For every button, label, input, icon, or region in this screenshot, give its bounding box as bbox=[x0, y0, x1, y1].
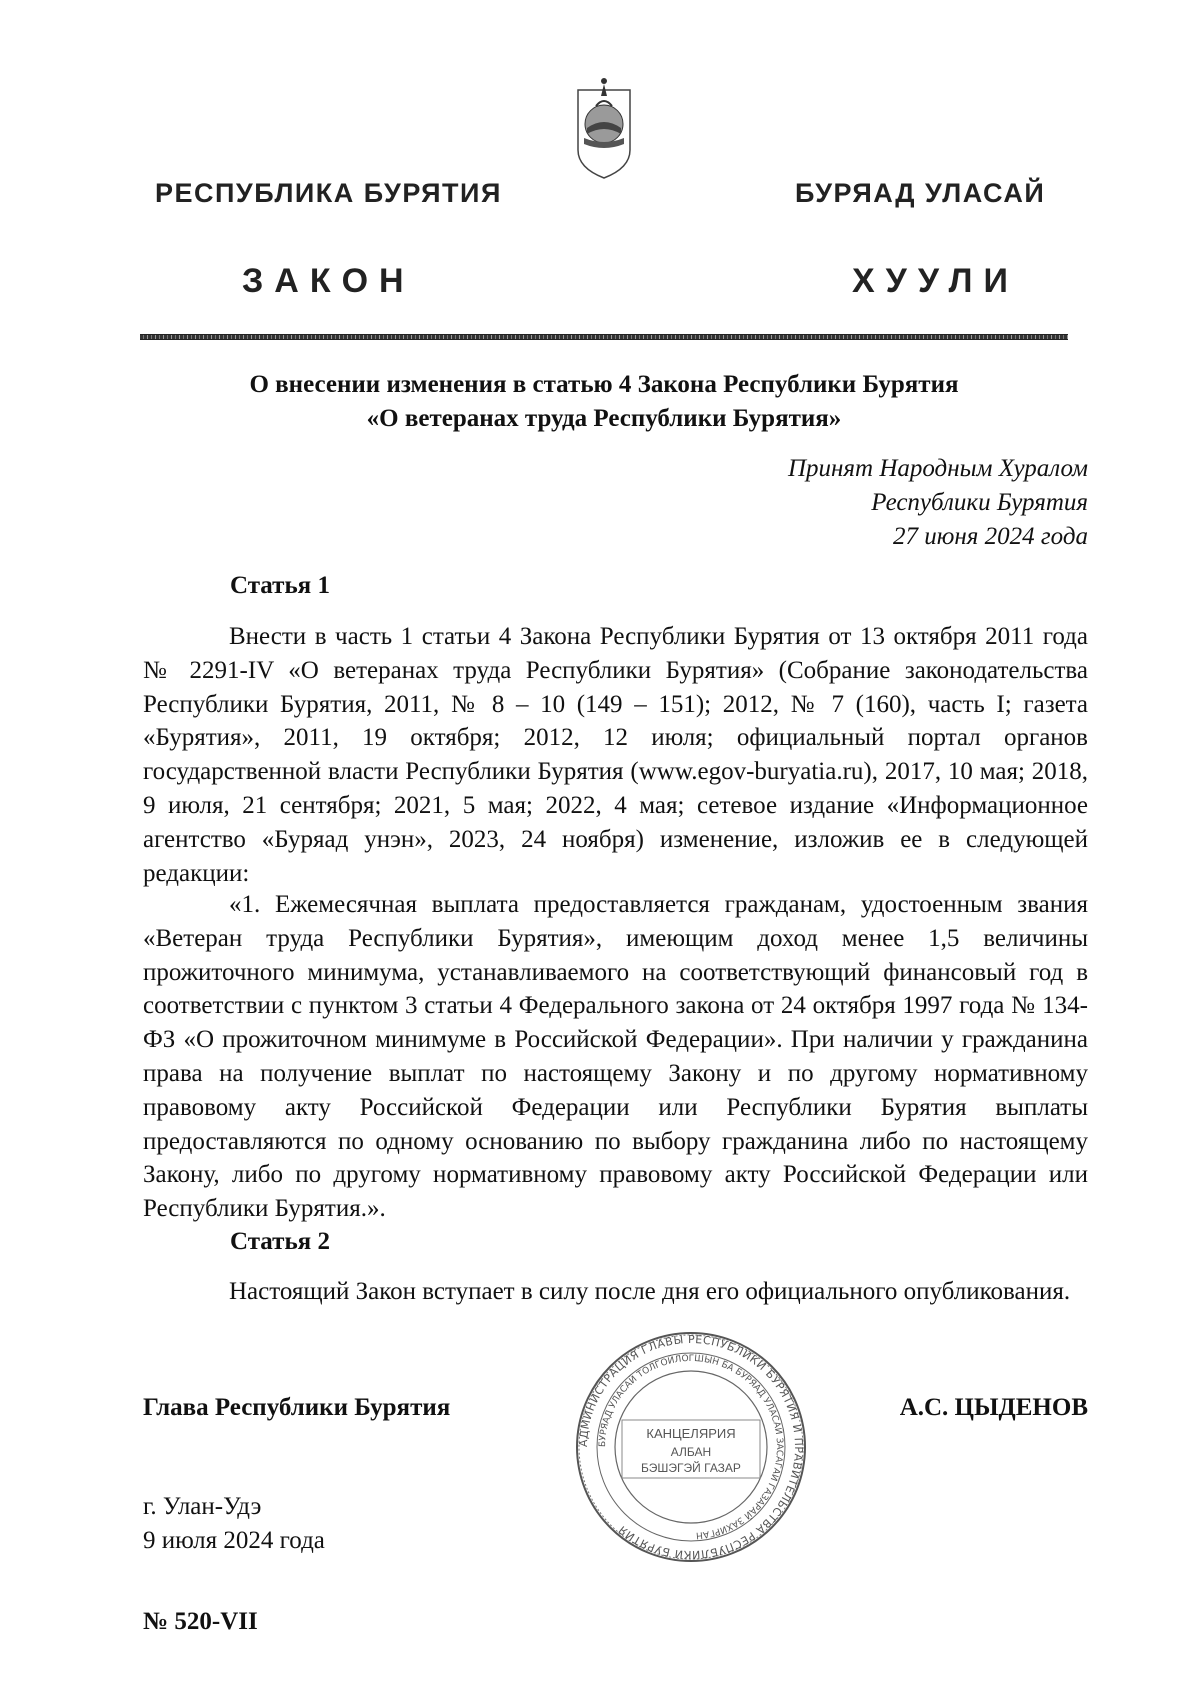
signatory-title: Глава Республики Бурятия bbox=[143, 1394, 451, 1421]
coat-of-arms-emblem bbox=[574, 72, 634, 180]
adoption-note-line: Республики Бурятия bbox=[871, 489, 1088, 516]
seal-line-1: КАНЦЕЛЯРИЯ bbox=[646, 1426, 736, 1441]
adoption-note bbox=[788, 452, 1088, 554]
signatory-name: А.С. ЦЫДЕНОВ bbox=[899, 1394, 1088, 1421]
law-label-bur: ХУУЛИ bbox=[852, 262, 1019, 300]
article-2-heading: Статья 2 bbox=[230, 1228, 330, 1255]
article-1-paragraph-2: «1. Ежемесячная выплата предоставляется гражданам, удостоенным звания «Ветеран труда Республики Бурятия», имеющим доход менее 1,5 величины прожиточного минимума, устанавливаемого на соответствующий финансовый год в соответствии с пунктом 3 статьи 4 Федерального закона от 24 октября 1997 года № 134-ФЗ «О прожиточном минимуме в Российской Федерации». При наличии у гражданина права на получение выплат по настоящему Закону и по другому нормативному правовому акту Российской Федерации или Республики Бурятия выплаты предоставляются по одному основанию по выбору гражданина либо по настоящему Закону, либо по другому нормативному правовому акту Российской Федерации или Республики Бурятия.». bbox=[143, 891, 1088, 1223]
law-title-line: О внесении изменения в статью 4 Закона Республики Бурятия bbox=[249, 371, 959, 398]
adoption-note-line: 27 июня 2024 года bbox=[893, 523, 1088, 550]
adoption-note-line: Принят Народным Хуралом bbox=[787, 455, 1088, 482]
place-and-date bbox=[143, 1490, 325, 1558]
article-1-paragraph-1: Внести в часть 1 статьи 4 Закона Республики Бурятия от 13 октября 2011 года № 2291-IV «О ветеранах труда Республики Бурятия» (Собрание законодательства Республики Бурятия, 2011, № 8 – 10 (149 – 151); 2012, № 7 (160), часть I; газета «Бурятия», 2011, 19 октября; 2012, 12 июля; официальный портал органов государственной власти Республики Бурятия (www.egov-buryatia.ru), 2017, 10 мая; 2018, 9 июля, 21 сентября; 2021, 5 мая; 2022, 4 мая; сетевое издание «Информационное агентство «Буряад унэн», 2023, 24 ноября) изменение, изложив ее в следующей редакции: bbox=[143, 623, 1088, 887]
seal-line-2: АЛБАН bbox=[670, 1445, 712, 1459]
law-number: № 520-VII bbox=[143, 1608, 258, 1635]
signing-city: г. Улан-Удэ bbox=[143, 1493, 262, 1520]
signing-date: 9 июля 2024 года bbox=[143, 1527, 325, 1554]
republic-name-bur: БУРЯАД УЛАСАЙ bbox=[795, 178, 1046, 208]
header-divider bbox=[140, 334, 1068, 340]
seal-outer-text: АДМИНИСТРАЦИЯ ГЛАВЫ РЕСПУБЛИКИ БУРЯТИЯ И ПРАВИТЕЛЬСТВА РЕСПУБЛИКИ БУРЯТИЯ bbox=[576, 1332, 806, 1562]
law-label-ru: ЗАКОН bbox=[242, 262, 415, 300]
seal-line-3: БЭШЭГЭЙ ГАЗАР bbox=[641, 1461, 741, 1475]
seal-inner-text: БУРЯАД УЛАСАЙ ТОЛГОЙЛОГШЫН БА БУРЯАД УЛАСАЙ ЗАСАГАЙ ГАЗАРАЙ ЗАХИРГАН bbox=[597, 1353, 785, 1540]
law-title bbox=[140, 368, 1068, 436]
republic-name-ru: РЕСПУБЛИКА БУРЯТИЯ bbox=[155, 178, 502, 208]
law-title-line: «О ветеранах труда Республики Бурятия» bbox=[366, 405, 842, 432]
article-1-heading: Статья 1 bbox=[230, 572, 330, 599]
official-seal-stamp bbox=[574, 1330, 808, 1564]
article-2-paragraph-1: Настоящий Закон вступает в силу после дня его официального опубликования. bbox=[229, 1278, 1071, 1305]
